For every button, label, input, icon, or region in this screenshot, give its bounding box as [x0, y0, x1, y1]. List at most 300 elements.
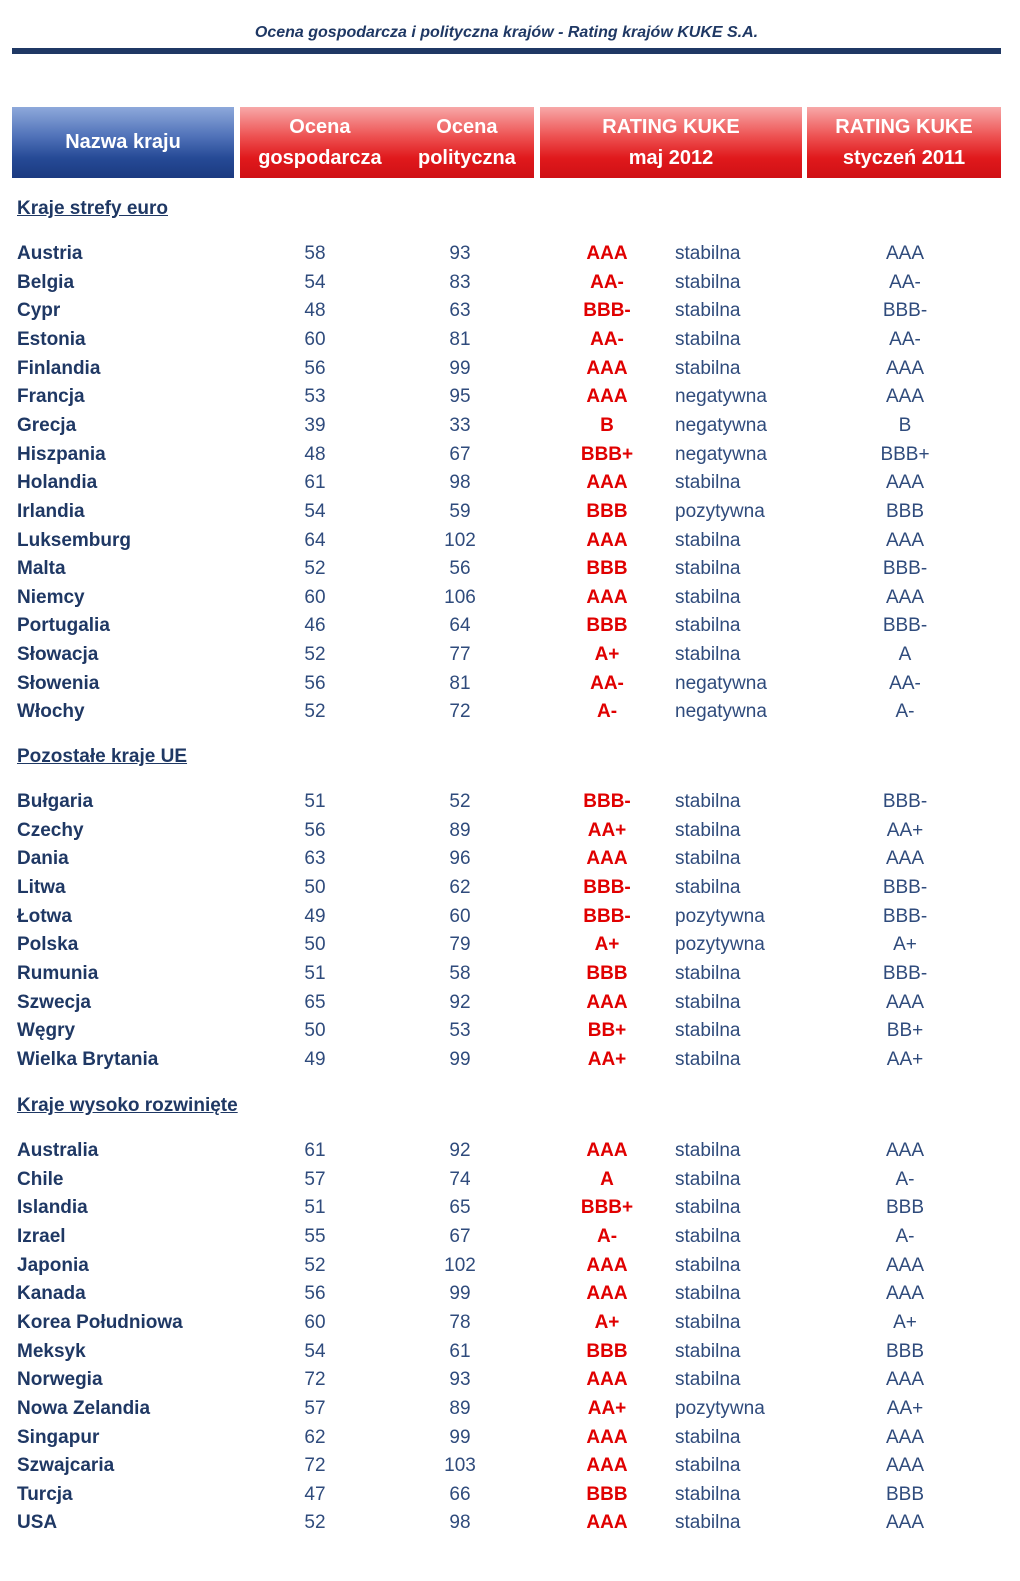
outlook: stabilna [675, 1512, 741, 1534]
rating-2011: A+ [893, 934, 917, 956]
econ-score: 60 [304, 586, 326, 608]
econ-score: 54 [304, 500, 326, 522]
table-row [0, 1017, 1020, 1045]
econ-score: 52 [304, 644, 326, 666]
pol-score: 98 [449, 1512, 471, 1534]
rating-2012: AAA [586, 1140, 628, 1161]
rating-2011: AA+ [886, 1397, 924, 1419]
country-name: Hiszpania [17, 443, 106, 465]
econ-score: 62 [304, 1426, 326, 1448]
econ-score: 50 [304, 1020, 326, 1042]
pol-score: 58 [449, 962, 471, 984]
country-name: Islandia [17, 1197, 88, 1219]
rating-2011: B [898, 414, 912, 436]
pol-score: 62 [449, 876, 471, 898]
country-name: Łotwa [17, 905, 72, 927]
pol-score: 99 [449, 1426, 471, 1448]
header-pol [418, 112, 516, 174]
table-row [0, 355, 1020, 383]
rating-2011: AAA [885, 1254, 925, 1276]
table-row [0, 960, 1020, 988]
country-name: Korea Południowa [17, 1311, 183, 1333]
table-row [0, 1223, 1020, 1251]
country-name: Nowa Zelandia [17, 1397, 151, 1419]
pol-score: 102 [444, 1254, 476, 1276]
pol-score: 81 [449, 672, 471, 694]
table-row [0, 240, 1020, 268]
pol-score: 74 [449, 1168, 471, 1190]
econ-score: 51 [304, 1197, 326, 1219]
table-row [0, 1395, 1020, 1423]
table-row [0, 326, 1020, 354]
header-country [12, 107, 234, 178]
rating-2012: AAA [586, 1254, 628, 1276]
rating-2011: A- [895, 1168, 915, 1190]
country-name: Austria [17, 243, 83, 264]
country-name: Szwajcaria [17, 1455, 115, 1477]
rating-2011: AAA [885, 1283, 925, 1305]
outlook: negatywna [675, 672, 767, 694]
table-row [0, 584, 1020, 612]
country-name: Finlandia [17, 357, 101, 379]
rating-2011: AAA [885, 386, 925, 408]
outlook: stabilna [675, 1197, 741, 1219]
outlook: pozytywna [675, 905, 765, 927]
table-row [0, 1366, 1020, 1394]
header-econ-line1: Ocena [289, 115, 351, 138]
rating-2012: A+ [594, 1311, 620, 1333]
outlook: stabilna [675, 1020, 741, 1042]
outlook: stabilna [675, 615, 741, 637]
table-row [0, 1046, 1020, 1074]
country-name: Turcja [17, 1483, 73, 1505]
table-row [0, 297, 1020, 325]
rating-2012: AAA [586, 472, 628, 494]
rating-2011: AA- [889, 672, 921, 694]
rating-2011: AAA [885, 1426, 925, 1448]
rating-2011: AA+ [886, 1048, 924, 1070]
econ-score: 61 [304, 1140, 326, 1161]
rating-2012: AA+ [587, 1397, 627, 1419]
rating-2012: A+ [594, 644, 620, 666]
header-rating-2011-line1: RATING KUKE [835, 115, 973, 138]
rating-2012: AA- [590, 328, 624, 350]
outlook: stabilna [675, 1168, 741, 1190]
rating-2011: BBB- [882, 791, 928, 812]
table-row [0, 641, 1020, 669]
outlook: stabilna [675, 558, 741, 580]
country-name: Chile [17, 1168, 64, 1190]
country-name: Słowenia [17, 672, 100, 694]
econ-score: 72 [304, 1455, 326, 1477]
outlook: stabilna [675, 586, 741, 608]
pol-score: 96 [449, 848, 471, 870]
rating-2012: AA+ [587, 1048, 627, 1070]
pol-score: 66 [449, 1483, 471, 1505]
rating-2012: AAA [586, 1283, 628, 1305]
outlook: stabilna [675, 1225, 741, 1247]
rating-2011: AAA [885, 991, 925, 1013]
rating-2012: B [600, 414, 614, 436]
header-rating-2012-line2: maj 2012 [628, 146, 714, 169]
country-name: Meksyk [17, 1340, 86, 1362]
country-name: Wielka Brytania [17, 1048, 159, 1070]
econ-score: 60 [304, 328, 326, 350]
econ-score: 58 [304, 243, 326, 264]
pol-score: 89 [449, 1397, 471, 1419]
outlook: stabilna [675, 1254, 741, 1276]
header-rating-2011 [807, 107, 1001, 178]
rating-2011: AAA [885, 1512, 925, 1534]
rating-2012: AAA [586, 529, 628, 551]
rating-2012: AAA [586, 1426, 628, 1448]
document-title: Ocena gospodarcza i polityczna krajów - Rating krajów KUKE S.A. [254, 24, 759, 41]
rating-2011: BBB- [882, 905, 928, 927]
econ-score: 49 [304, 905, 326, 927]
country-name: Portugalia [17, 615, 110, 637]
rating-2012: A [600, 1168, 614, 1190]
outlook: pozytywna [675, 1397, 765, 1419]
country-name: USA [17, 1512, 58, 1534]
pol-score: 92 [449, 991, 471, 1013]
country-name: Irlandia [17, 500, 85, 522]
section-title: Pozostałe kraje UE [17, 746, 188, 767]
econ-score: 48 [304, 443, 326, 465]
pol-score: 79 [449, 934, 471, 956]
table-row [0, 1309, 1020, 1337]
pol-score: 99 [449, 1048, 471, 1070]
econ-score: 39 [304, 414, 326, 436]
outlook: stabilna [675, 1140, 741, 1161]
pol-score: 56 [449, 558, 471, 580]
outlook: stabilna [675, 529, 741, 551]
header-econ [258, 112, 381, 174]
pol-score: 67 [449, 1225, 471, 1247]
pol-score: 103 [444, 1455, 476, 1477]
pol-score: 52 [449, 791, 471, 812]
outlook: stabilna [675, 243, 741, 264]
pol-score: 64 [449, 615, 471, 637]
country-name: Czechy [17, 819, 84, 841]
pol-score: 53 [449, 1020, 471, 1042]
pol-score: 60 [449, 905, 471, 927]
pol-score: 59 [449, 500, 471, 522]
header-scores [240, 107, 534, 178]
rating-2011: BBB- [882, 876, 928, 898]
rating-2012: BBB- [583, 876, 631, 898]
pol-score: 33 [449, 414, 471, 436]
rating-2011: BB+ [886, 1020, 924, 1042]
pol-score: 72 [449, 701, 471, 723]
header-pol-line2: polityczna [417, 146, 516, 169]
country-name: Cypr [17, 300, 61, 322]
rating-2011: BBB- [882, 962, 928, 984]
outlook: pozytywna [675, 500, 765, 522]
rating-2011: BBB+ [880, 443, 930, 465]
outlook: stabilna [675, 991, 741, 1013]
table-row [0, 1452, 1020, 1480]
country-name: Szwecja [17, 991, 91, 1013]
rating-2012: BBB [586, 962, 628, 984]
country-name: Estonia [17, 328, 86, 350]
country-name: Rumunia [17, 962, 99, 984]
econ-score: 64 [304, 529, 326, 551]
rating-2012: AA- [590, 271, 624, 293]
rating-2011: AA+ [886, 819, 924, 841]
econ-score: 60 [304, 1311, 326, 1333]
country-name: Włochy [17, 701, 85, 723]
outlook: stabilna [675, 876, 741, 898]
rating-2011: AAA [885, 243, 925, 264]
rating-2011: AAA [885, 1369, 925, 1391]
table-row [0, 788, 1020, 816]
rating-2012: AAA [586, 386, 628, 408]
country-name: Bułgaria [17, 791, 94, 812]
rating-2012: BBB [586, 558, 628, 580]
rating-2012: BBB- [583, 300, 631, 322]
outlook: stabilna [675, 1369, 741, 1391]
table-row [0, 1166, 1020, 1194]
econ-score: 57 [304, 1168, 326, 1190]
rating-2012: AAA [586, 357, 628, 379]
pol-score: 98 [449, 472, 471, 494]
econ-score: 52 [304, 701, 326, 723]
pol-score: 99 [449, 357, 471, 379]
econ-score: 50 [304, 934, 326, 956]
header-econ-line2: gospodarcza [258, 146, 382, 169]
econ-score: 57 [304, 1397, 326, 1419]
outlook: negatywna [675, 414, 767, 436]
table-row [0, 1424, 1020, 1452]
table-row [0, 931, 1020, 959]
rating-2012: BBB- [583, 905, 631, 927]
table-row [0, 845, 1020, 873]
rating-2011: AA- [889, 328, 921, 350]
header-rating-2012 [540, 107, 802, 178]
outlook: stabilna [675, 962, 741, 984]
section-title: Kraje wysoko rozwinięte [17, 1095, 238, 1116]
table-row [0, 989, 1020, 1017]
table-row [0, 817, 1020, 845]
rating-2012: BBB+ [580, 443, 634, 465]
country-name: Singapur [17, 1426, 100, 1448]
table-row [0, 698, 1020, 726]
outlook: stabilna [675, 1311, 741, 1333]
outlook: stabilna [675, 848, 741, 870]
rating-2012: AAA [586, 1455, 628, 1477]
pol-score: 67 [449, 443, 471, 465]
outlook: stabilna [675, 644, 741, 666]
pol-score: 95 [449, 386, 471, 408]
outlook: stabilna [675, 1283, 741, 1305]
outlook: stabilna [675, 791, 741, 812]
pol-score: 77 [449, 644, 471, 666]
econ-score: 72 [304, 1369, 326, 1391]
outlook: stabilna [675, 328, 741, 350]
table-row [0, 612, 1020, 640]
rating-2012: AA- [590, 672, 624, 694]
rating-2011: A- [895, 1225, 915, 1247]
econ-score: 51 [304, 791, 326, 812]
country-name: Litwa [17, 876, 66, 898]
econ-score: 56 [304, 672, 326, 694]
outlook: stabilna [675, 271, 741, 293]
country-name: Holandia [17, 472, 98, 494]
table-row [0, 441, 1020, 469]
econ-score: 52 [304, 1512, 326, 1534]
pol-score: 93 [449, 243, 471, 264]
header-pol-line1: Ocena [436, 115, 498, 138]
rating-2012: A- [596, 701, 618, 723]
country-name: Polska [17, 934, 79, 956]
outlook: pozytywna [675, 934, 765, 956]
pol-score: 63 [449, 300, 471, 322]
table-row [0, 670, 1020, 698]
country-name: Izrael [17, 1225, 66, 1247]
rating-2012: BBB [586, 1340, 628, 1362]
table-row [0, 527, 1020, 555]
table-row [0, 1280, 1020, 1308]
country-name: Japonia [17, 1254, 89, 1276]
outlook: stabilna [675, 819, 741, 841]
country-name: Belgia [17, 271, 75, 293]
econ-score: 52 [304, 1254, 326, 1276]
rating-2012: A+ [594, 934, 620, 956]
econ-score: 54 [304, 271, 326, 293]
country-name: Luksemburg [17, 529, 132, 551]
country-name: Australia [17, 1140, 99, 1161]
rating-2012: A- [596, 1225, 618, 1247]
outlook: stabilna [675, 1340, 741, 1362]
country-name: Dania [17, 848, 69, 870]
table-row [0, 555, 1020, 583]
table-row [0, 903, 1020, 931]
rating-2011: BBB- [882, 615, 928, 637]
table-row [0, 383, 1020, 411]
rating-2012: BBB- [583, 791, 631, 812]
rating-2012: BB+ [587, 1020, 627, 1042]
rating-2011: BBB [885, 1483, 925, 1505]
pol-score: 93 [449, 1369, 471, 1391]
rating-2012: AAA [586, 848, 628, 870]
pol-score: 106 [444, 586, 476, 608]
outlook: stabilna [675, 1048, 741, 1070]
econ-score: 56 [304, 357, 326, 379]
rating-2011: AAA [885, 357, 925, 379]
rating-2012: AAA [586, 1512, 628, 1534]
table-row [0, 1481, 1020, 1509]
pol-score: 78 [449, 1311, 471, 1333]
rating-2011: AAA [885, 529, 925, 551]
header-country-label: Nazwa kraju [65, 131, 181, 153]
header-rating-2011-line2: styczeń 2011 [842, 146, 966, 169]
country-name: Kanada [17, 1283, 86, 1305]
table-row [0, 269, 1020, 297]
country-name: Francja [17, 386, 85, 408]
pol-score: 81 [449, 328, 471, 350]
rating-2012: AAA [586, 991, 628, 1013]
rating-2011: AA- [889, 271, 921, 293]
table-row [0, 469, 1020, 497]
pol-score: 89 [449, 819, 471, 841]
outlook: negatywna [675, 386, 767, 408]
country-name: Norwegia [17, 1369, 103, 1391]
rating-2012: AAA [586, 586, 628, 608]
table-row [0, 1509, 1020, 1537]
title-divider [12, 48, 1001, 54]
pol-score: 83 [449, 271, 471, 293]
country-name: Węgry [17, 1020, 76, 1042]
pol-score: 65 [449, 1197, 471, 1219]
country-name: Niemcy [17, 586, 85, 608]
econ-score: 50 [304, 876, 326, 898]
rating-2011: AAA [885, 586, 925, 608]
pol-score: 92 [449, 1140, 471, 1161]
rating-2012: BBB [586, 1483, 628, 1505]
outlook: stabilna [675, 357, 741, 379]
outlook: stabilna [675, 472, 741, 494]
outlook: negatywna [675, 701, 767, 723]
rating-2011: A [898, 644, 912, 666]
rating-2011: BBB- [882, 558, 928, 580]
outlook: stabilna [675, 1426, 741, 1448]
econ-score: 52 [304, 558, 326, 580]
rating-2012: AA+ [587, 819, 627, 841]
rating-2011: AAA [885, 1140, 925, 1161]
rating-2011: A+ [893, 1311, 917, 1333]
rating-2012: AAA [586, 243, 628, 264]
rating-2011: BBB [885, 1340, 925, 1362]
econ-score: 51 [304, 962, 326, 984]
rating-2011: BBB [885, 1197, 925, 1219]
table-row [0, 498, 1020, 526]
country-name: Grecja [17, 414, 77, 436]
outlook: stabilna [675, 1483, 741, 1505]
rating-2012: BBB+ [580, 1197, 634, 1219]
rating-2011: BBB [885, 500, 925, 522]
econ-score: 56 [304, 819, 326, 841]
econ-score: 53 [304, 386, 326, 408]
pol-score: 102 [444, 529, 476, 551]
econ-score: 63 [304, 848, 326, 870]
rating-2011: AAA [885, 848, 925, 870]
table-row [0, 1194, 1020, 1222]
table-row [0, 1338, 1020, 1366]
rating-2011: AAA [885, 1455, 925, 1477]
econ-score: 56 [304, 1283, 326, 1305]
rating-2012: BBB [586, 615, 628, 637]
rating-2011: AAA [885, 472, 925, 494]
table-row [0, 1137, 1020, 1165]
table-row [0, 1252, 1020, 1280]
econ-score: 54 [304, 1340, 326, 1362]
econ-score: 46 [304, 615, 326, 637]
country-name: Słowacja [17, 644, 99, 666]
econ-score: 61 [304, 472, 326, 494]
section-title: Kraje strefy euro [17, 198, 169, 219]
table-row [0, 412, 1020, 440]
outlook: stabilna [675, 300, 741, 322]
econ-score: 65 [304, 991, 326, 1013]
rating-2012: BBB [586, 500, 628, 522]
econ-score: 47 [304, 1483, 326, 1505]
pol-score: 99 [449, 1283, 471, 1305]
econ-score: 48 [304, 300, 326, 322]
pol-score: 61 [449, 1340, 471, 1362]
rating-2011: BBB- [882, 300, 928, 322]
rating-2012: AAA [586, 1369, 628, 1391]
outlook: negatywna [675, 443, 767, 465]
